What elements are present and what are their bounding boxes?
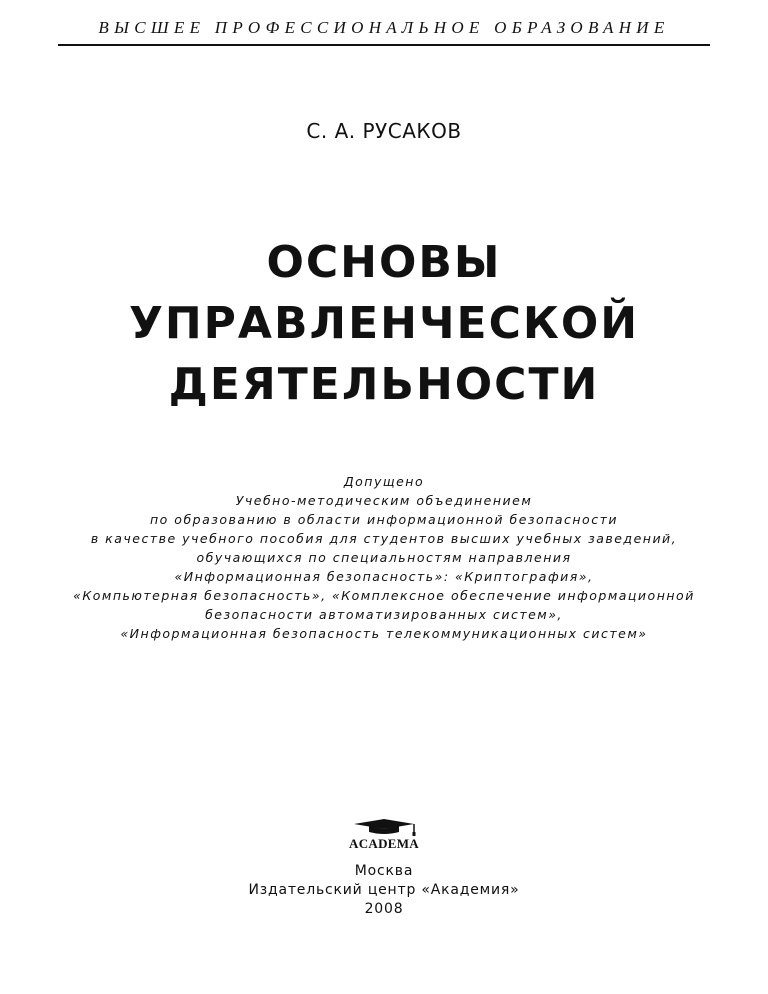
approval-line: безопасности автоматизированных систем», xyxy=(205,607,563,622)
title-line: УПРАВЛЕНЧЕСКОЙ xyxy=(128,298,640,349)
approval-line: в качестве учебного пособия для студентов высших учебных заведений, xyxy=(90,531,678,546)
book-title xyxy=(0,232,768,415)
imprint-city: Москва xyxy=(354,863,414,879)
title-line: ОСНОВЫ xyxy=(266,237,502,288)
approval-statement xyxy=(20,472,748,643)
approval-line: «Компьютерная безопасность», «Комплексное обеспечение информационной xyxy=(73,588,695,603)
graduation-cap-icon xyxy=(334,818,434,838)
approval-line: «Информационная безопасность»: «Криптография», xyxy=(174,569,594,584)
imprint-publisher: Издательский центр «Академия» xyxy=(248,882,520,898)
approval-line: Учебно-методическим объединением xyxy=(235,493,533,508)
author-name: С. А. РУСАКОВ xyxy=(306,119,462,143)
publisher-logo-text: ACADEMA xyxy=(349,836,419,851)
title-line: ДЕЯТЕЛЬНОСТИ xyxy=(168,359,600,410)
approval-line: по образованию в области информационной безопасности xyxy=(150,512,618,527)
approval-line: Допущено xyxy=(343,474,425,489)
imprint-year: 2008 xyxy=(364,901,404,917)
header-rule xyxy=(58,44,710,46)
imprint xyxy=(0,862,768,919)
series-header: ВЫСШЕЕ ПРОФЕССИОНАЛЬНОЕ ОБРАЗОВАНИЕ xyxy=(98,18,670,37)
approval-line: обучающихся по специальностям направления xyxy=(196,550,572,565)
approval-line: «Информационная безопасность телекоммуникационных систем» xyxy=(120,626,648,641)
publisher-logo xyxy=(334,818,434,854)
